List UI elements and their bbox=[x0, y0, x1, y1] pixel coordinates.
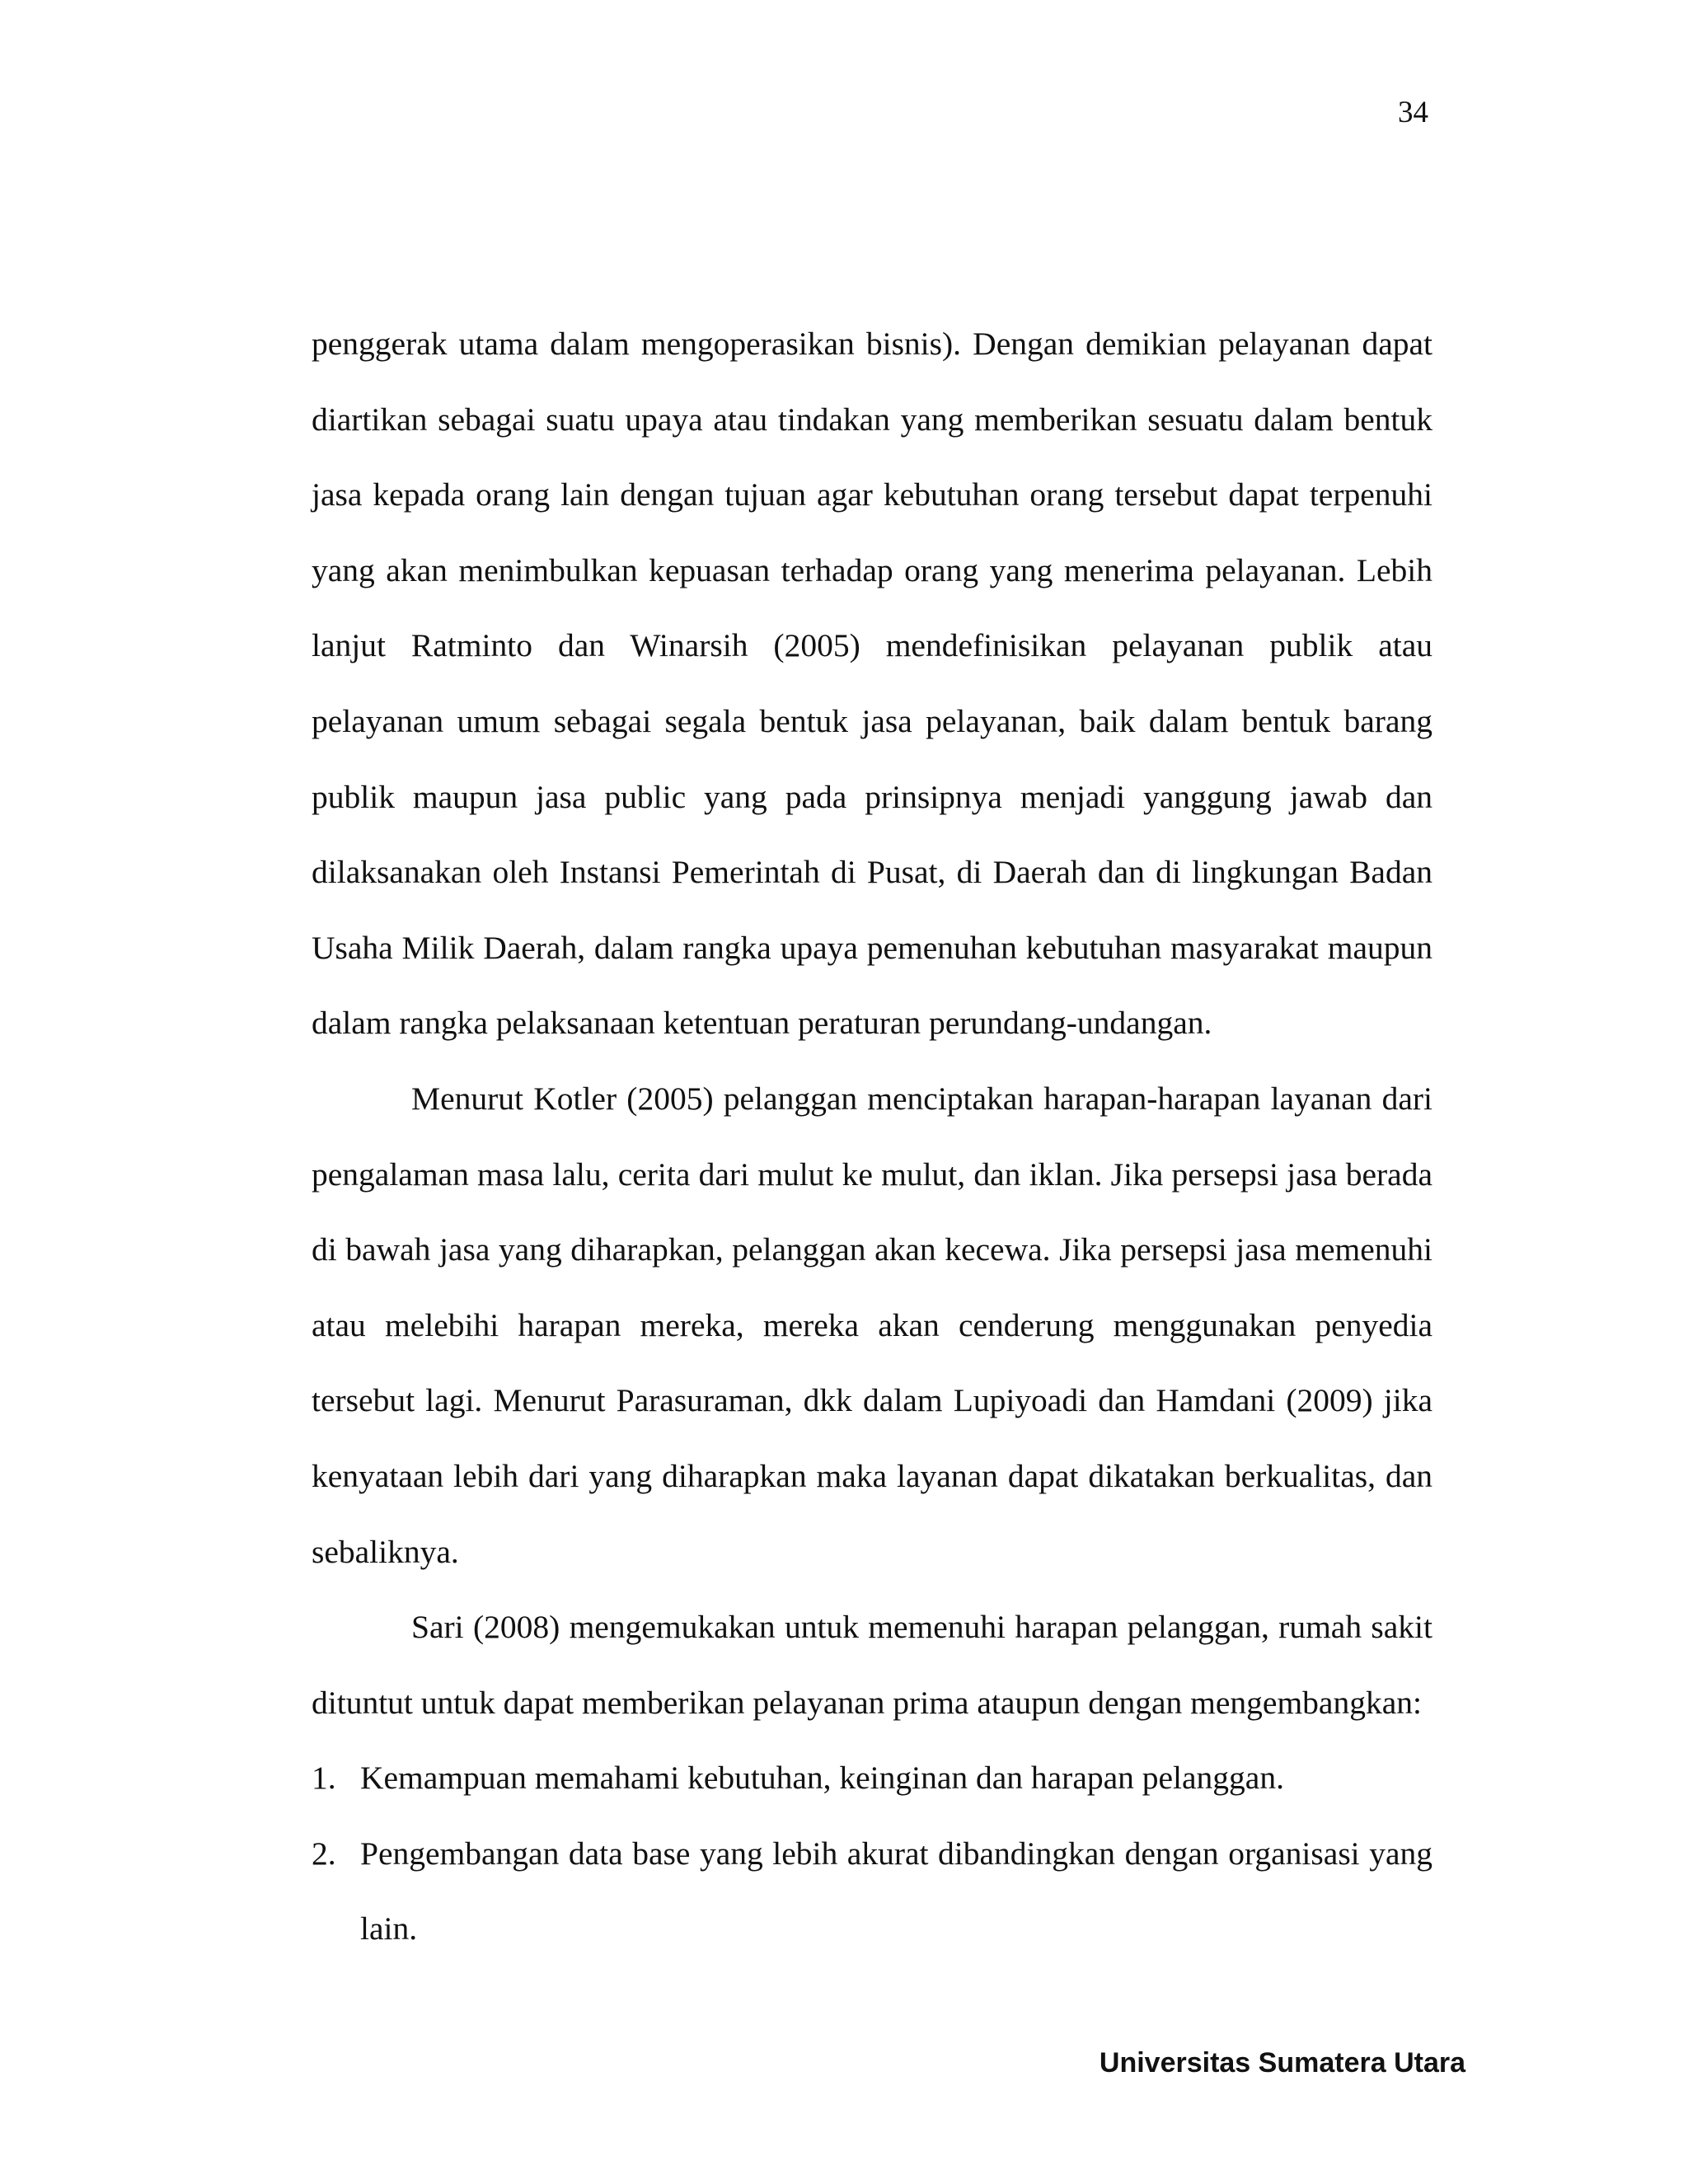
list-item-text: Kemampuan memahami kebutuhan, keinginan dan harapan pelanggan. bbox=[360, 1760, 1284, 1797]
numbered-list bbox=[312, 1741, 1432, 1967]
list-item bbox=[312, 1741, 1432, 1816]
footer-institution: Universitas Sumatera Utara bbox=[1099, 2047, 1465, 2079]
list-item bbox=[312, 1816, 1432, 1967]
list-item-number: 1. bbox=[312, 1760, 336, 1797]
list-item-text: Pengembangan data base yang lebih akurat dibandingkan dengan organisasi yang lain. bbox=[360, 1835, 1432, 1947]
list-item-number: 2. bbox=[312, 1835, 336, 1872]
paragraph: penggerak utama dalam mengoperasikan bisnis). Dengan demikian pelayanan dapat diartikan sebagai suatu upaya atau tindakan yang memberikan sesuatu dalam bentuk jasa kepada orang lain dengan tujuan agar kebutuhan orang tersebut dapat terpenuhi yang akan menimbulkan kepuasan terhadap orang yang menerima pelayanan. Lebih lanjut Ratminto dan Winarsih (2005) mendefinisikan pelayanan publik atau pelayanan umum sebagai segala bentuk jasa pelayanan, baik dalam bentuk barang publik maupun jasa public yang pada prinsipnya menjadi yanggung jawab dan dilaksanakan oleh Instansi Pemerintah di Pusat, di Daerah dan di lingkungan Badan Usaha Milik Daerah, dalam rangka upaya pemenuhan kebutuhan masyarakat maupun dalam rangka pelaksanaan ketentuan peraturan perundang-undangan. bbox=[312, 326, 1432, 1042]
paragraph: Menurut Kotler (2005) pelanggan menciptakan harapan-harapan layanan dari pengalaman masa lalu, cerita dari mulut ke mulut, dan iklan. Jika persepsi jasa berada di bawah jasa yang diharapkan, pelanggan akan kecewa. Jika persepsi jasa memenuhi atau melebihi harapan mereka, mereka akan cenderung menggunakan penyedia tersebut lagi. Menurut Parasuraman, dkk dalam Lupiyoadi dan Hamdani (2009) jika kenyataan lebih dari yang diharapkan maka layanan dapat dikatakan berkualitas, dan sebaliknya. bbox=[312, 1080, 1432, 1570]
paragraph: Sari (2008) mengemukakan untuk memenuhi harapan pelanggan, rumah sakit dituntut untuk dapat memberikan pelayanan prima ataupun dengan mengembangkan: bbox=[312, 1609, 1432, 1721]
body-text bbox=[312, 307, 1432, 1967]
page-number: 34 bbox=[1398, 96, 1428, 129]
